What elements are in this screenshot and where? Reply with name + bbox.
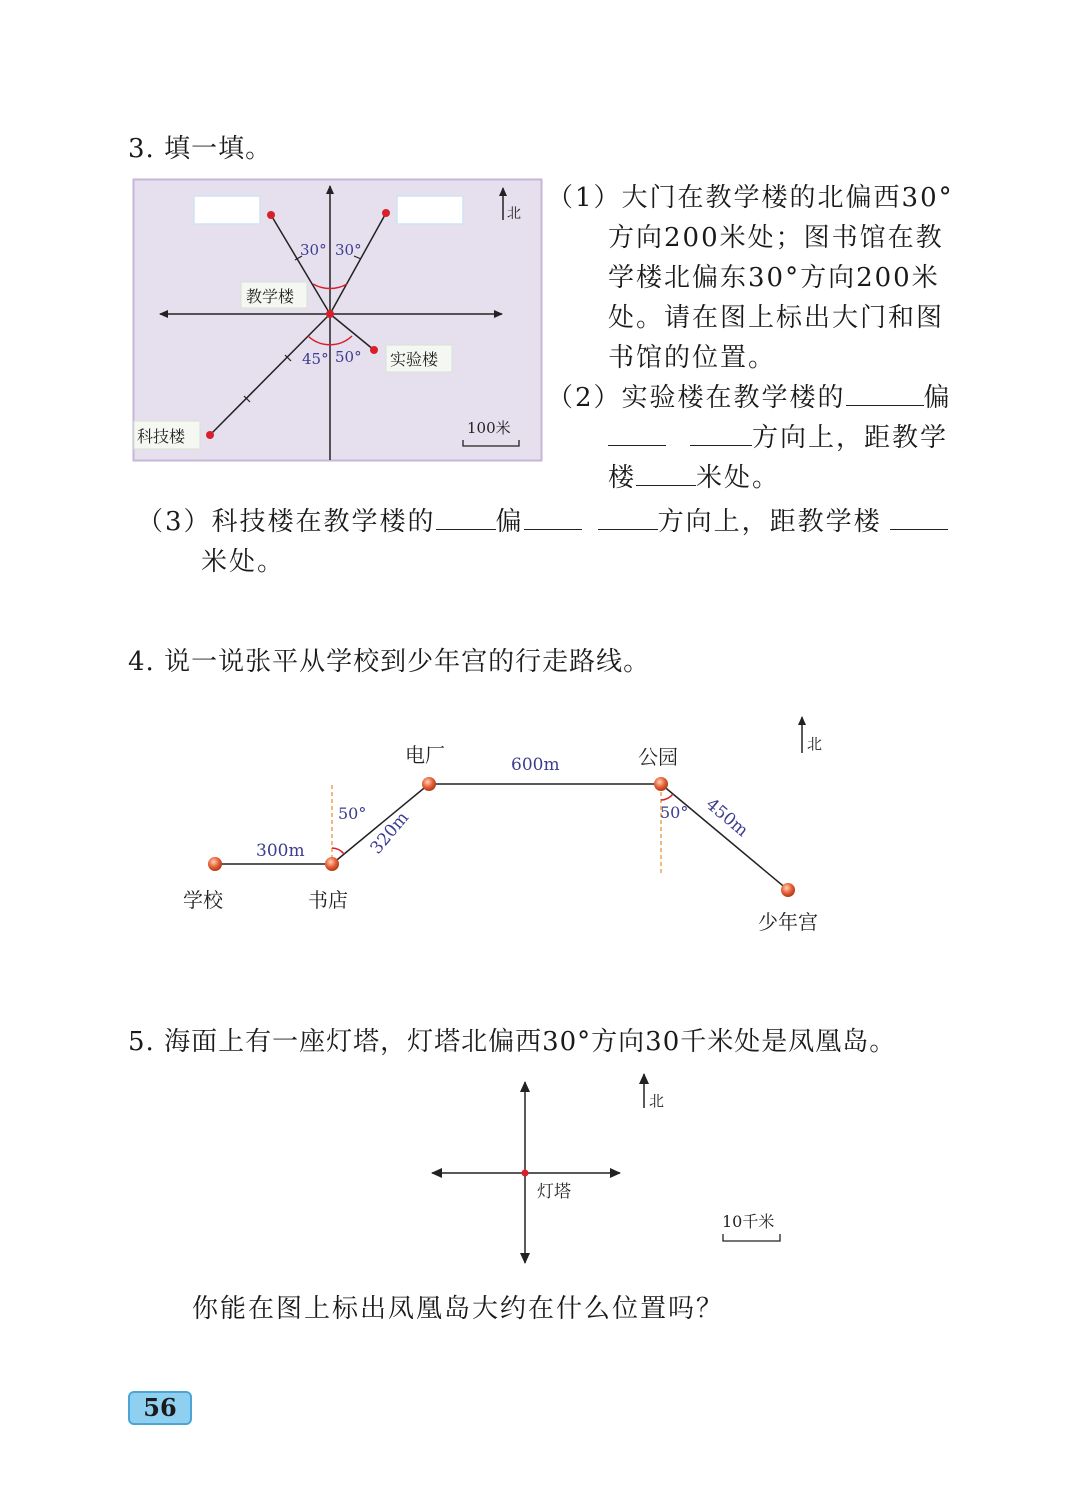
label-youth-palace: 少年宫	[758, 910, 818, 934]
north-label: 北	[649, 1092, 665, 1110]
node-school	[208, 857, 222, 871]
angle-label-bookstore: 50°	[338, 804, 367, 823]
angle-label-park: 50°	[660, 803, 689, 822]
north-label: 北	[807, 735, 823, 753]
label-tech-building: 科技楼	[137, 427, 186, 446]
q3-part1-line1: （1）大门在教学楼的北偏西30°	[547, 183, 954, 213]
blank-answer[interactable]	[598, 503, 658, 530]
q3-part2-line1: （2）实验楼在教学楼的 偏	[547, 378, 952, 418]
q3-part1-line4: 处。请在图上标出大门和图	[608, 303, 945, 333]
angle-label-ne: 30°	[335, 241, 362, 259]
q3-part3-line2: 米处。	[201, 547, 286, 577]
label-lighthouse: 灯塔	[537, 1182, 571, 1202]
distance-school-bookstore: 300m	[256, 841, 305, 861]
blank-answer[interactable]	[846, 379, 924, 406]
blank-answer[interactable]	[890, 503, 948, 530]
point-lighthouse	[522, 1170, 529, 1177]
q3-part1-line3: 学楼北偏东30°方向200米	[608, 263, 940, 293]
angle-label-nw: 30°	[300, 241, 327, 259]
point-gate	[267, 211, 275, 219]
q4-route-map	[170, 705, 870, 950]
label-power-plant: 电厂	[405, 743, 445, 767]
q5-title: 5. 海面上有一座灯塔，灯塔北偏西30°方向30千米处是凤凰岛。	[128, 1027, 897, 1057]
angle-arc-bookstore	[332, 848, 344, 854]
blank-answer[interactable]	[690, 419, 752, 446]
scale-label: 10千米	[722, 1212, 775, 1231]
q5-lighthouse-map	[420, 1070, 800, 1270]
node-power-plant	[422, 777, 436, 791]
angle-label-se: 50°	[335, 348, 362, 366]
q3-part1-line2: 方向200米处；图书馆在教	[608, 223, 944, 253]
q3-direction-map	[132, 178, 544, 463]
blank-answer[interactable]	[608, 419, 666, 446]
point-library	[382, 209, 390, 217]
point-teaching-building	[326, 310, 334, 318]
point-tech-building	[206, 431, 214, 439]
q3-part3-line1: （3）科技楼在教学楼的 偏 方向上，距教学楼	[137, 502, 948, 542]
scale-bar	[723, 1234, 780, 1241]
label-bookstore: 书店	[308, 888, 348, 912]
page-number-badge: 56	[128, 1391, 192, 1425]
blank-answer[interactable]	[636, 459, 696, 486]
label-lab-building: 实验楼	[390, 350, 439, 369]
point-lab-building	[370, 346, 378, 354]
distance-plant-park: 600m	[511, 755, 560, 775]
node-youth-palace	[781, 883, 795, 897]
q3-title: 3. 填一填。	[128, 134, 273, 164]
q3-part2-line3: 楼 米处。	[608, 458, 780, 498]
label-park: 公园	[638, 745, 678, 769]
node-bookstore	[325, 857, 339, 871]
route-park-palace	[661, 784, 788, 890]
scale-label: 100米	[467, 419, 511, 437]
q3-part2-line2: 方向上，距教学	[608, 418, 948, 458]
blank-box-right[interactable]	[397, 196, 463, 224]
label-school: 学校	[183, 888, 223, 912]
q4-title: 4. 说一说张平从学校到少年宫的行走路线。	[128, 647, 651, 677]
blank-answer[interactable]	[436, 503, 496, 530]
blank-answer[interactable]	[524, 503, 582, 530]
blank-box-left[interactable]	[194, 196, 260, 224]
north-label: 北	[507, 206, 521, 222]
distance-bookstore-plant: 320m	[366, 808, 414, 859]
q5-question: 你能在图上标出凤凰岛大约在什么位置吗？	[192, 1294, 725, 1324]
angle-arc-park	[661, 794, 673, 800]
node-park	[654, 777, 668, 791]
angle-label-sw: 45°	[302, 350, 329, 368]
label-teaching-building: 教学楼	[246, 287, 295, 306]
q3-part1-line5: 书馆的位置。	[608, 343, 777, 373]
distance-park-palace: 450m	[701, 794, 752, 842]
